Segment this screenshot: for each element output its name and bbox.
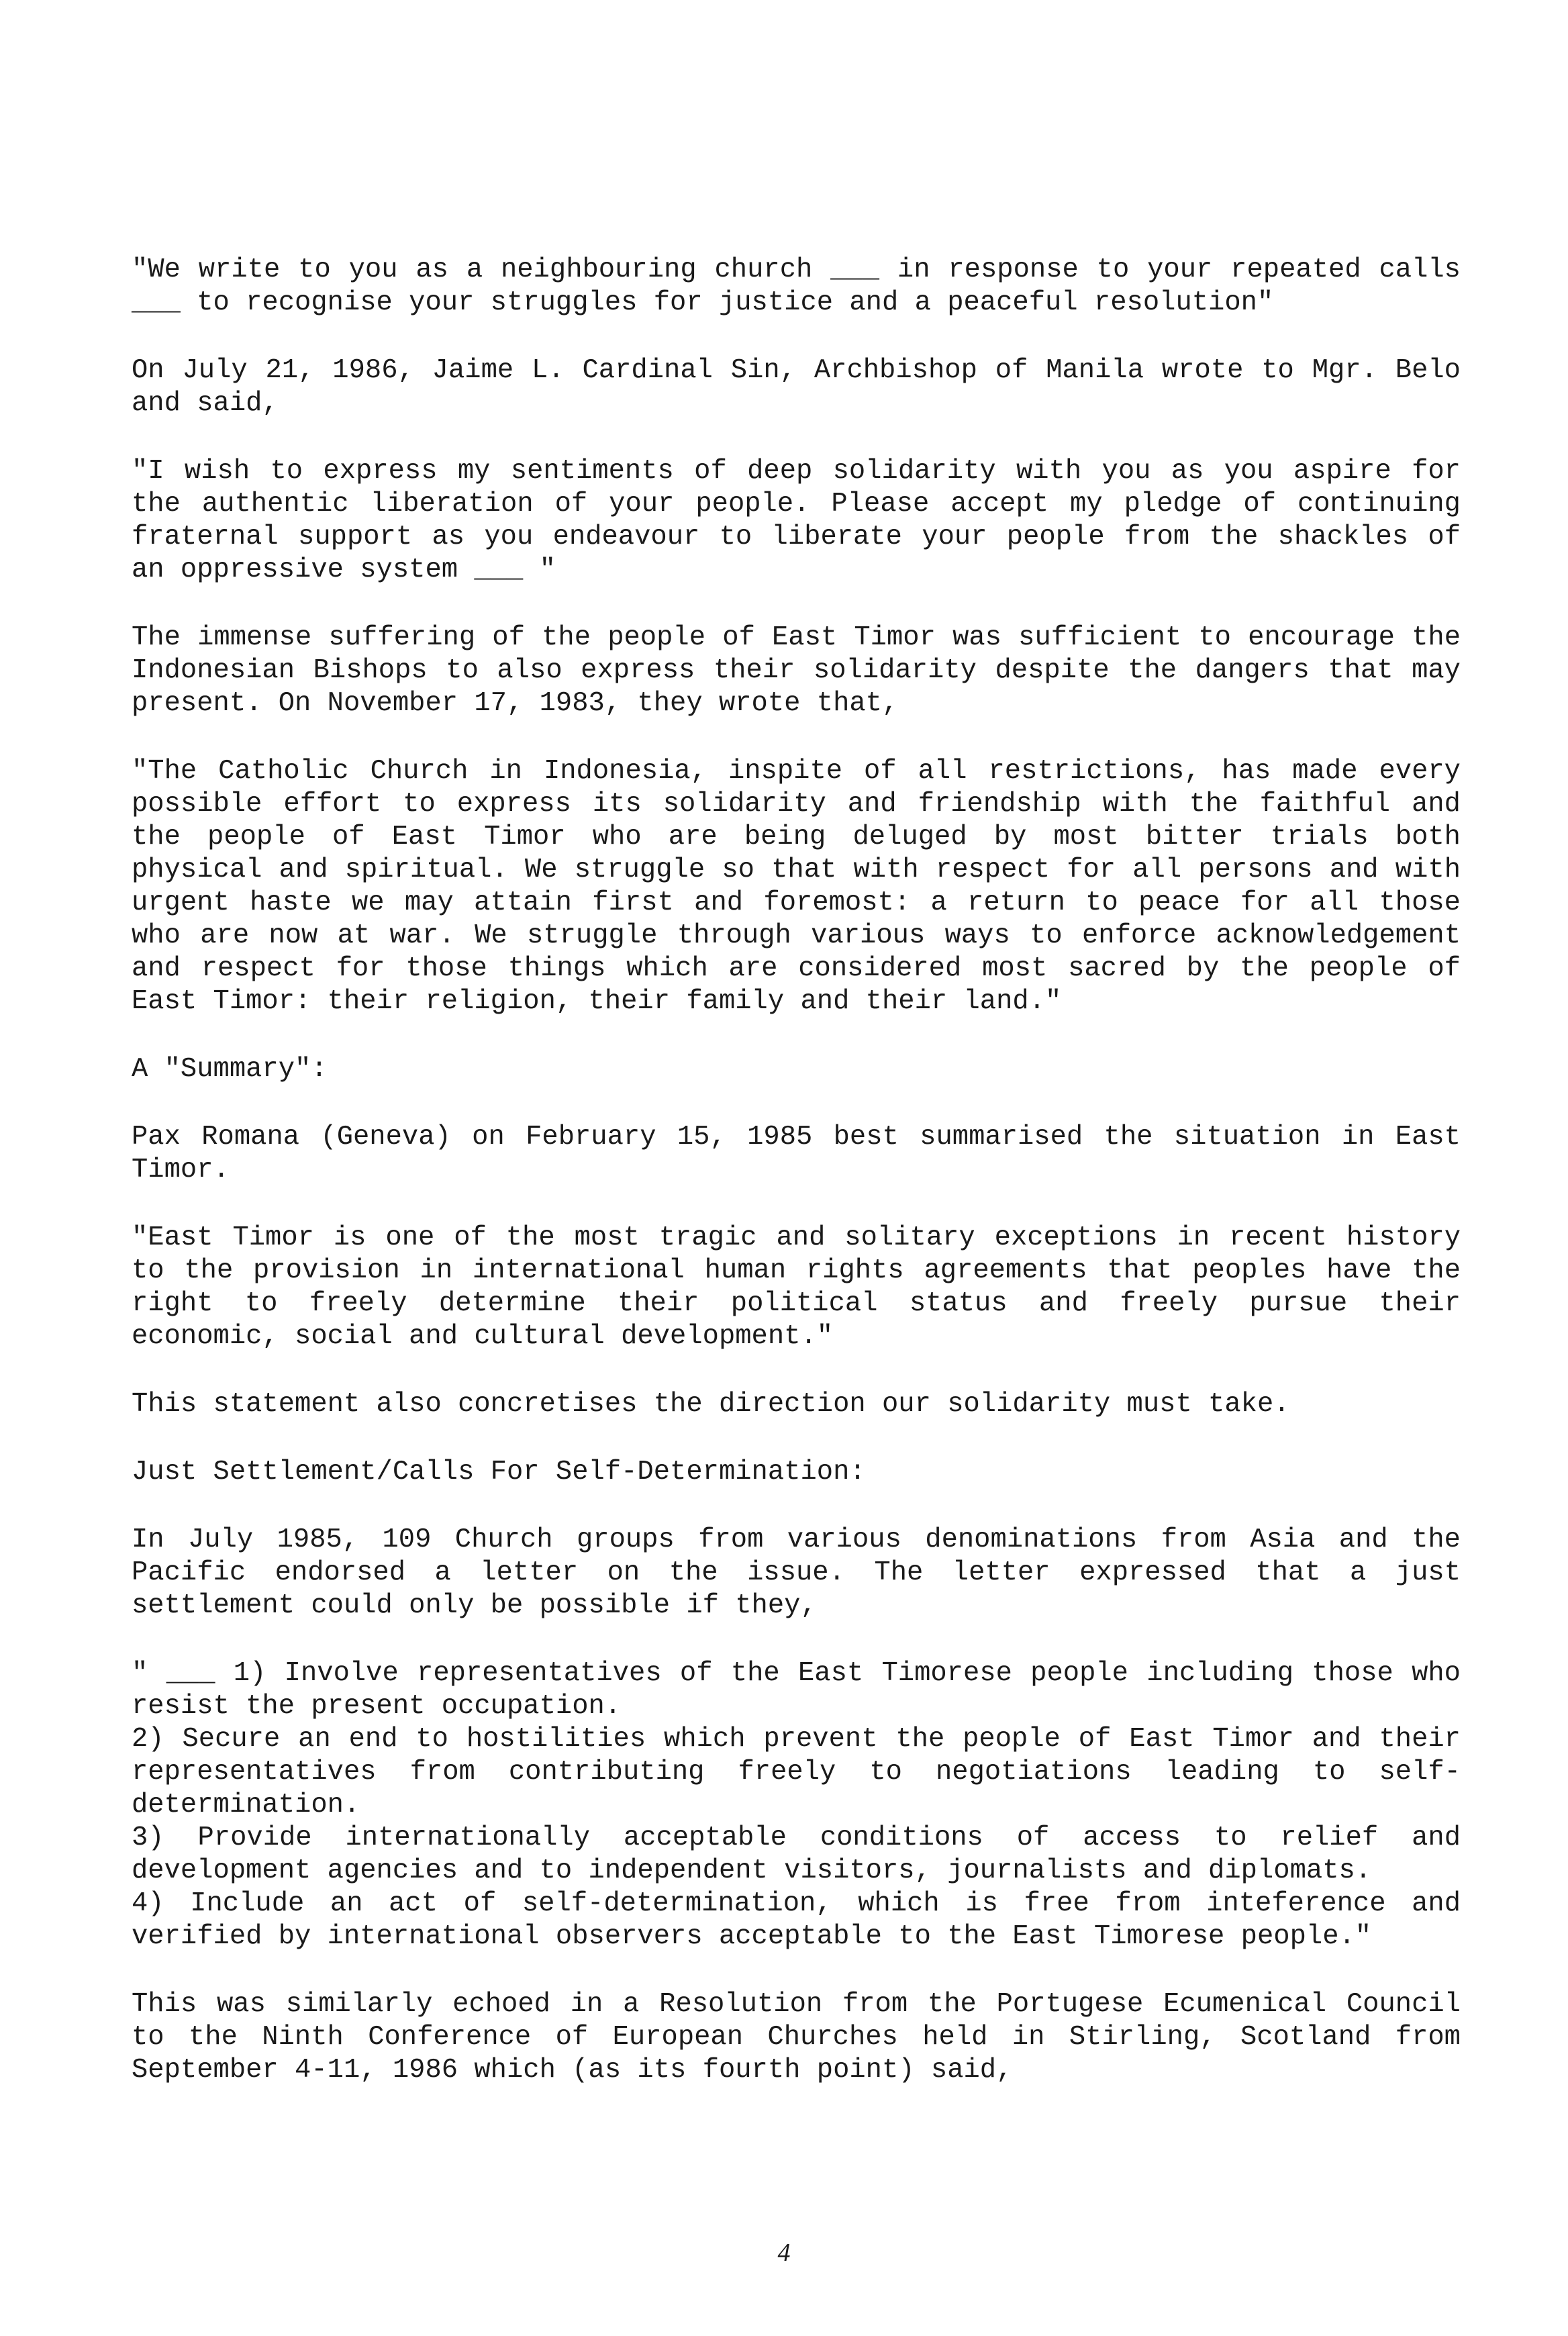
quote-neighbouring-church: "We write to you as a neighbouring church ___ in response to your repeated calls ___ to recognise your struggles for justice and a peaceful resolution" (132, 254, 1461, 318)
paragraph-church-groups: In July 1985, 109 Church groups from various denominations from Asia and the Pacific endorsed a letter on the issue. The letter expressed that a just settlement could only be possible if they, (132, 1524, 1461, 1621)
heading-just-settlement: Just Settlement/Calls For Self-Determination: (132, 1457, 866, 1488)
quote-pax-romana: "East Timor is one of the most tragic and solitary exceptions in recent history to the provision in international human rights agreements that peoples have the right to freely determine their political status and freely pursue their economic, social and cultural development." (132, 1222, 1461, 1352)
paragraph-cardinal-sin: On July 21, 1986, Jaime L. Cardinal Sin, Archbishop of Manila wrote to Mgr. Belo and said, (132, 355, 1461, 419)
paragraph-portugese-council: This was similarly echoed in a Resolution from the Portugese Ecumenical Council to the Ninth Conference of European Churches held in Stirling, Scotland from September 4-11, 1986 which (as its fourth point) said, (132, 1989, 1461, 2086)
paragraph-indonesian-bishops: The immense suffering of the people of East Timor was sufficient to encourage the Indonesian Bishops to also express their solidarity despite the dangers that may present. On November 17, 1983, they wrote that, (132, 622, 1461, 719)
quote-cardinal-sin: "I wish to express my sentiments of deep solidarity with you as you aspire for the authentic liberation of your people. Please accept my pledge of continuing fraternal support as you endeavour to liberate your people from the shackles of an oppressive system ___ " (132, 456, 1461, 585)
document-body (132, 254, 1461, 2122)
page-number: 4 (777, 2239, 791, 2267)
heading-summary: A "Summary": (132, 1054, 328, 1085)
list-item: 3) Provide internationally acceptable conditions of access to relief and development agencies and to independent visitors, journalists and diplomats. (132, 1822, 1461, 1886)
list-item: 2) Secure an end to hostilities which prevent the people of East Timor and their representatives from contributing freely to negotiations leading to self-determination. (132, 1724, 1461, 1820)
quote-indonesian-bishops: "The Catholic Church in Indonesia, inspite of all restrictions, has made every possible effort to express its solidarity and friendship with the faithful and the people of East Timor who are being deluged by most bitter trials both physical and spiritual. We struggle so that with respect for all persons and with urgent haste we may attain first and foremost: a return to peace for all those who are now at war. We struggle through various ways to enforce acknowledgement and respect for those things which are considered most sacred by the people of East Timor: their religion, their family and their land." (132, 756, 1461, 1017)
paragraph-pax-romana: Pax Romana (Geneva) on February 15, 1985 best summarised the situation in East Timor. (132, 1122, 1461, 1185)
list-item: " ___ 1) Involve representatives of the East Timorese people including those who resist the present occupation. (132, 1658, 1461, 1722)
paragraph-solidarity-direction: This statement also concretises the direction our solidarity must take. (132, 1389, 1290, 1420)
list-item: 4) Include an act of self-determination, which is free from inteference and verified by international observers acceptable to the East Timorese people." (132, 1888, 1461, 1952)
settlement-conditions-list (132, 1657, 1461, 1953)
